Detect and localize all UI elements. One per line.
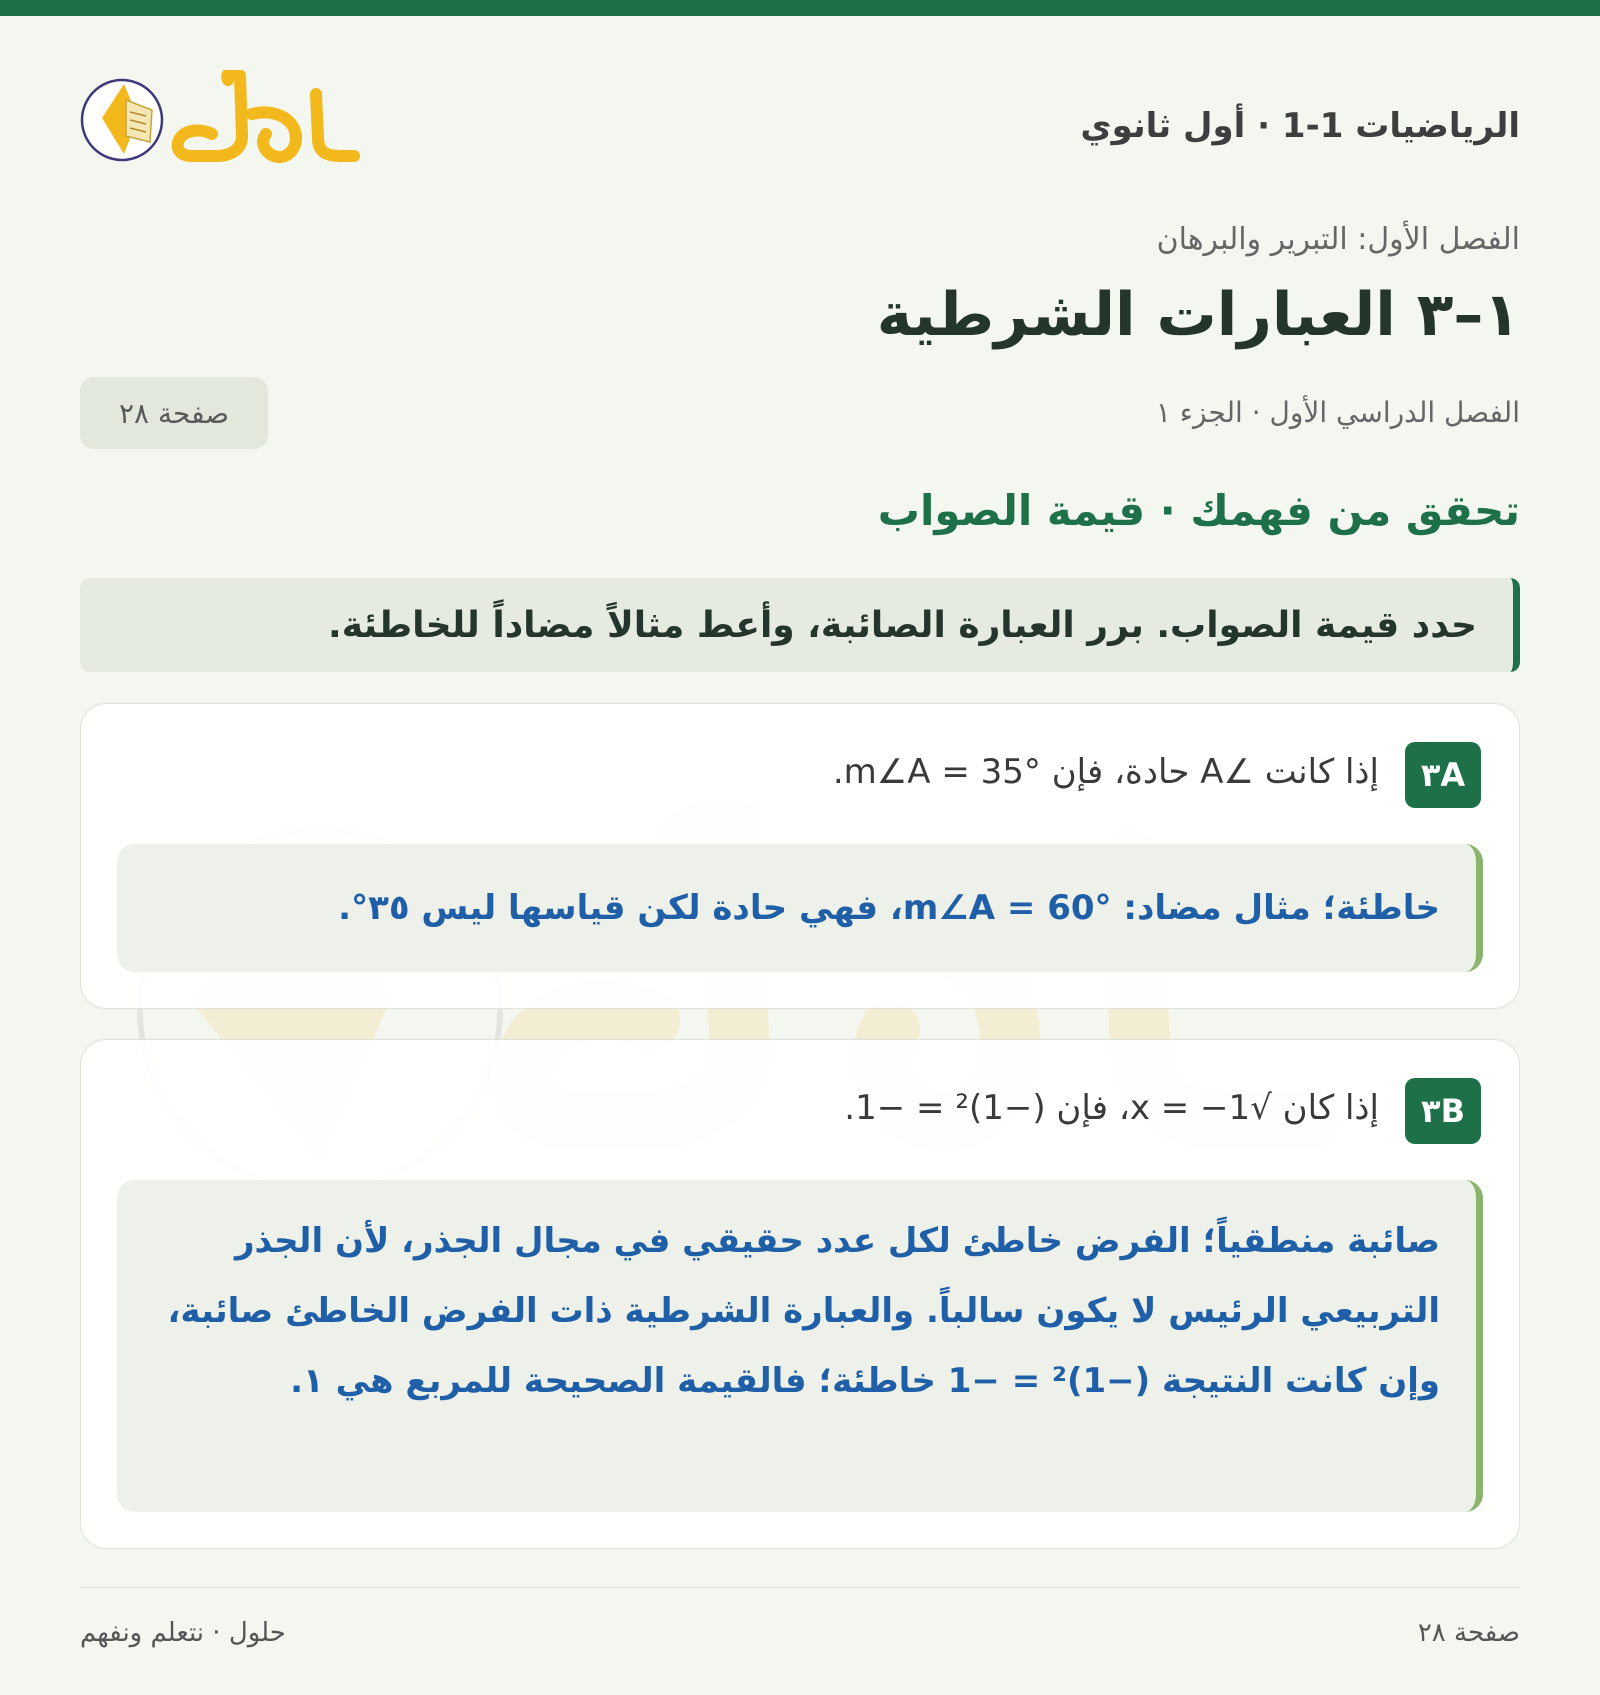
halool-logo[interactable] <box>80 70 360 190</box>
logo-icon <box>80 70 360 190</box>
page-header <box>80 70 1520 190</box>
answer-text: صائبة منطقياً؛ الفرض خاطئ لكل عدد حقيقي في مجال الجذر، لأن الجذر التربيعي الرئيس لا يكون سالباً. والعبارة الشرطية ذات الفرض الخاطئ صائبة، وإن كانت النتيجة (−1)² = −1 خاطئة؛ فالقيمة الصحيحة للمربع هي ١. <box>167 1221 1440 1401</box>
page-number-badge: صفحة ٢٨ <box>80 377 268 449</box>
chapter-title: الفصل الأول: التبرير والبرهان <box>1156 222 1520 257</box>
footer-divider <box>80 1587 1520 1588</box>
footer-page-number: صفحة ٢٨ <box>1417 1618 1520 1648</box>
footer-brand: حلول · نتعلم ونفهم <box>80 1618 286 1648</box>
question-label: ٣A <box>1405 742 1481 808</box>
answer-box <box>117 844 1483 972</box>
answer-box <box>117 1180 1483 1512</box>
lesson-title: ١–٣ العبارات الشرطية <box>876 280 1520 350</box>
semester-info: الفصل الدراسي الأول · الجزء ١ <box>1155 396 1520 429</box>
answer-text: خاطئة؛ مثال مضاد: m∠A = 60°، فهي حادة لكن قياسها ليس ٣٥°. <box>338 888 1440 928</box>
question-text: إذا كانت ∠A حادة، فإن m∠A = 35°. <box>832 752 1379 792</box>
question-card-3b <box>80 1039 1520 1549</box>
question-card-3a <box>80 703 1520 1009</box>
question-label: ٣B <box>1405 1078 1481 1144</box>
instruction-text: حدد قيمة الصواب. برر العبارة الصائبة، وأعط مثالاً مضاداً للخاطئة. <box>328 604 1477 646</box>
question-text: إذا كان √x = −1، فإن (−1)² = −1. <box>844 1088 1379 1128</box>
section-heading: تحقق من فهمك · قيمة الصواب <box>877 486 1520 535</box>
subject-title: الرياضيات 1-1 · أول ثانوي <box>1080 106 1520 146</box>
top-accent-bar <box>0 0 1600 16</box>
instruction-box <box>80 578 1520 672</box>
